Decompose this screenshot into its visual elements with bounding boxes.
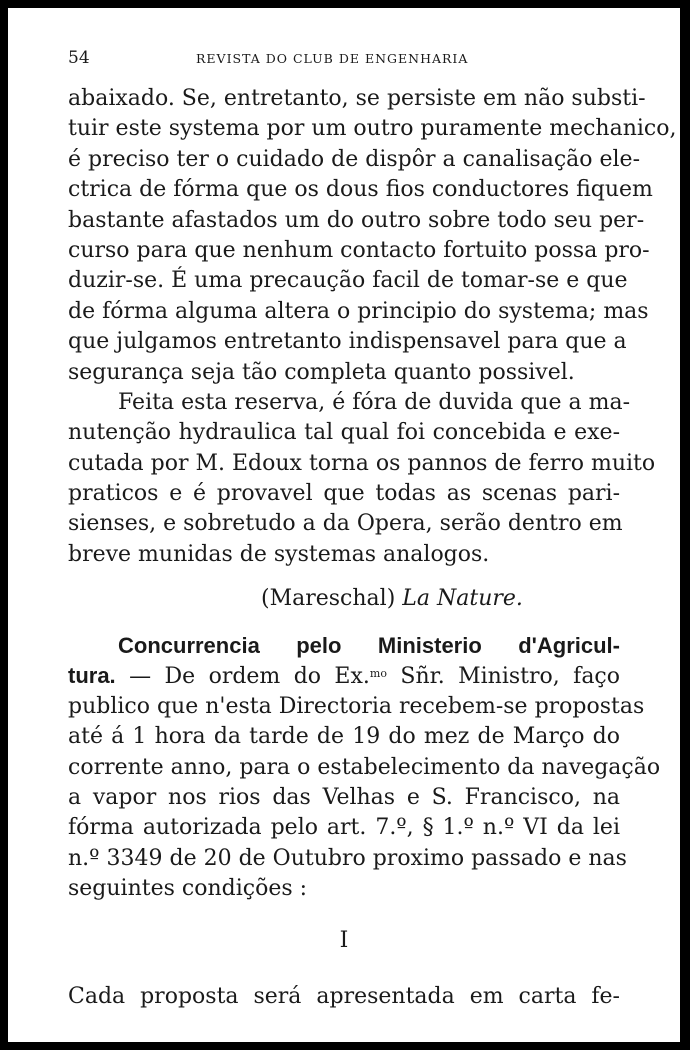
page-number: 54: [68, 48, 90, 68]
text-line: corrente anno, para o estabelecimento da navegação: [68, 754, 661, 780]
text-line: tuir este systema por um outro puramente mechanico,: [68, 116, 677, 142]
text-line: publico que n'esta Directoria recebem-se propostas: [68, 693, 645, 719]
text-line: n.º 3349 de 20 de Outubro proximo passado e nas: [68, 845, 627, 871]
section-heading: Concurrencia pelo Ministerio d'Agricul-: [118, 633, 620, 658]
text-line: abaixado. Se, entretanto, se persiste em não substi-: [68, 86, 646, 111]
article-body: [68, 84, 677, 570]
text-line: praticos e é provavel que todas as scenas pari-: [68, 481, 620, 507]
text-line: seguintes condições :: [68, 876, 308, 902]
text-line: duzir-se. É uma precaução facil de tomar-se e que: [68, 268, 628, 294]
text-line: Cada proposta será apresentada em carta fe-: [68, 984, 620, 1009]
text-line: breve munidas de systemas analogos.: [68, 541, 490, 567]
document-page: [8, 8, 680, 1042]
attribution-author: (Mareschal): [261, 586, 396, 611]
text-line: ctrica de fórma que os dous fios conductores fiquem: [68, 177, 653, 203]
subsection-numeral: I: [339, 928, 349, 953]
text-line: curso para que nenhum contacto fortuito possa pro-: [68, 237, 650, 263]
text-line: é preciso ter o cuidado de dispôr a canalisação ele-: [68, 146, 641, 172]
running-head: [68, 48, 608, 70]
section-heading-end: tura.: [68, 663, 116, 689]
journal-title: REVISTA DO CLUB DE ENGENHARIA: [196, 51, 469, 66]
text-line: bastante afastados um do outro sobre todo seu per-: [68, 207, 645, 233]
text-line: fórma autorizada pelo art. 7.º, § 1.º n.º VI da lei: [68, 815, 620, 841]
superscript: mo: [369, 667, 387, 681]
text-line: [68, 661, 620, 691]
text-line: [68, 984, 620, 1014]
text-line: sienses, e sobretudo a da Opera, serão dentro em: [68, 511, 623, 537]
text-line: que julgamos entretanto indispensavel para que a: [68, 329, 627, 355]
announcement-section: [68, 631, 661, 905]
text-line: cutada por M. Edoux torna os pannos de ferro muito: [68, 450, 656, 476]
text-line: de fórma alguma altera o principio do systema; mas: [68, 298, 649, 324]
text-line: nutenção hydraulica tal qual foi concebida e exe-: [68, 420, 620, 446]
text-line: Feita esta reserva, é fóra de duvida que a ma-: [118, 389, 631, 415]
text-fragment: — De ordem do Ex.: [115, 664, 370, 690]
text-line: a vapor nos rios das Velhas e S. Francisco, na: [68, 784, 620, 810]
text-line: até á 1 hora da tarde de 19 do mez de Março do: [68, 724, 620, 750]
attribution-source: La Nature.: [402, 586, 523, 611]
attribution: [261, 586, 523, 611]
text-fragment: Sñr. Ministro, faço: [386, 664, 621, 690]
text-line: segurança seja tão completa quanto possivel.: [68, 359, 575, 385]
